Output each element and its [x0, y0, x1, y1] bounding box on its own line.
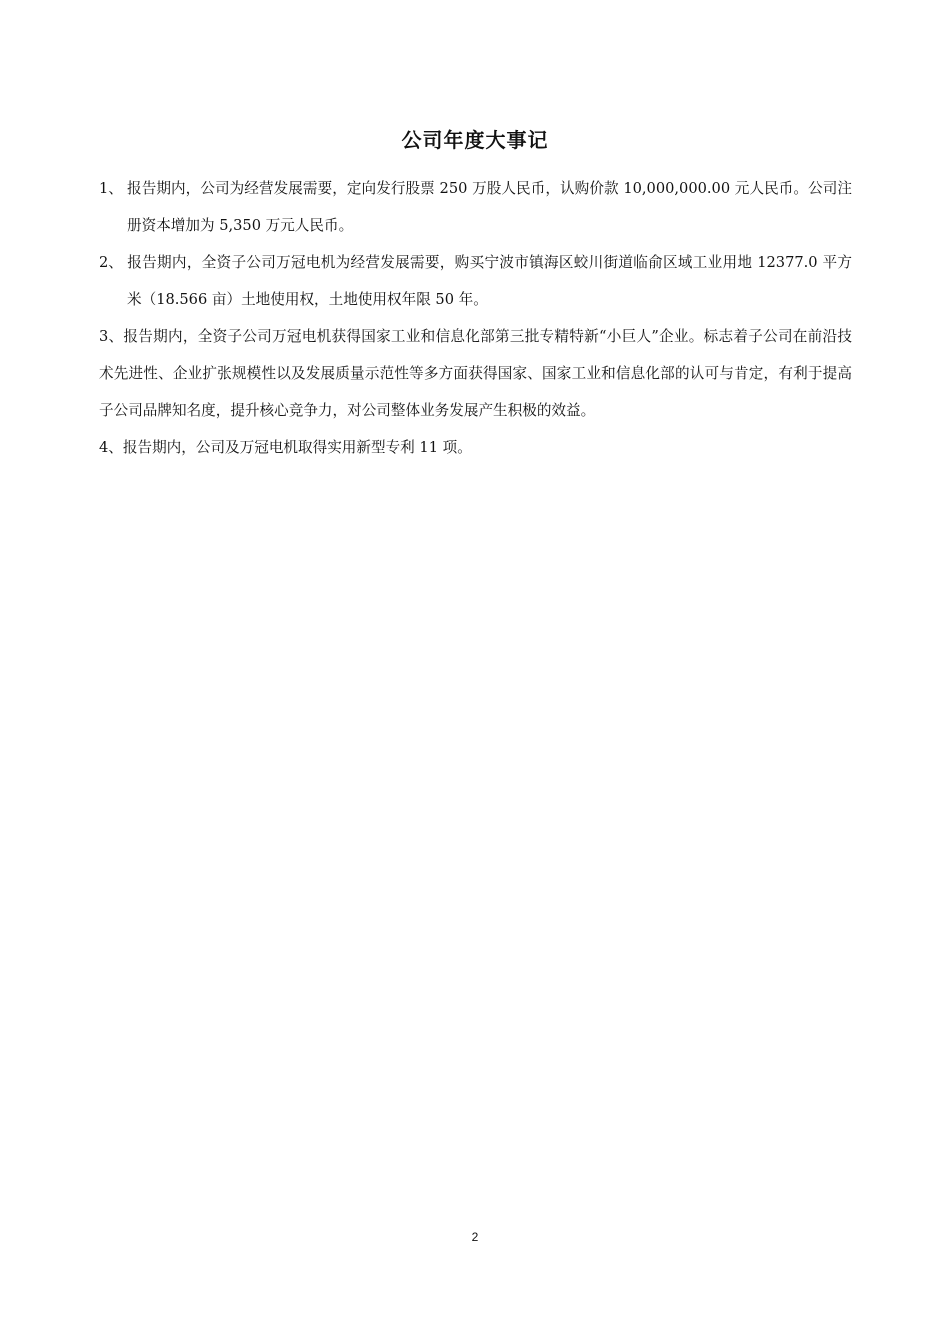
event-text: 报告期内，全资子公司万冠电机获得国家工业和信息化部第三批专精特新“小巨人”企业。标志着子公司在前沿技术先进性、企业扩张规模性以及发展质量示范性等多方面获得国家、国家工业和信息化部的认可与肯定，有利于提高子公司品牌知名度，提升核心竞争力，对公司整体业务发展产生积极的效益。 [99, 328, 852, 419]
event-item-4 [99, 429, 852, 466]
page-title: 公司年度大事记 [401, 128, 549, 152]
event-item-1 [99, 170, 852, 244]
event-number: 3、 [99, 328, 124, 345]
event-item-2 [99, 244, 852, 318]
event-text: 报告期内，全资子公司万冠电机为经营发展需要，购买宁波市镇海区蛟川街道临俞区域工业用地 12377.0 平方米（18.566 亩）土地使用权，土地使用权年限 50 年。 [127, 254, 852, 308]
events-list [99, 170, 852, 466]
event-number: 2、 [99, 254, 123, 271]
page-number: 2 [471, 1230, 479, 1244]
event-number: 4、 [99, 439, 123, 456]
event-number: 1、 [99, 180, 123, 197]
event-text: 报告期内，公司为经营发展需要，定向发行股票 250 万股人民币，认购价款 10,000,000.00 元人民币。公司注册资本增加为 5,350 万元人民币。 [127, 180, 852, 234]
event-item-3 [99, 318, 852, 429]
event-text: 报告期内，公司及万冠电机取得实用新型专利 11 项。 [122, 439, 472, 456]
